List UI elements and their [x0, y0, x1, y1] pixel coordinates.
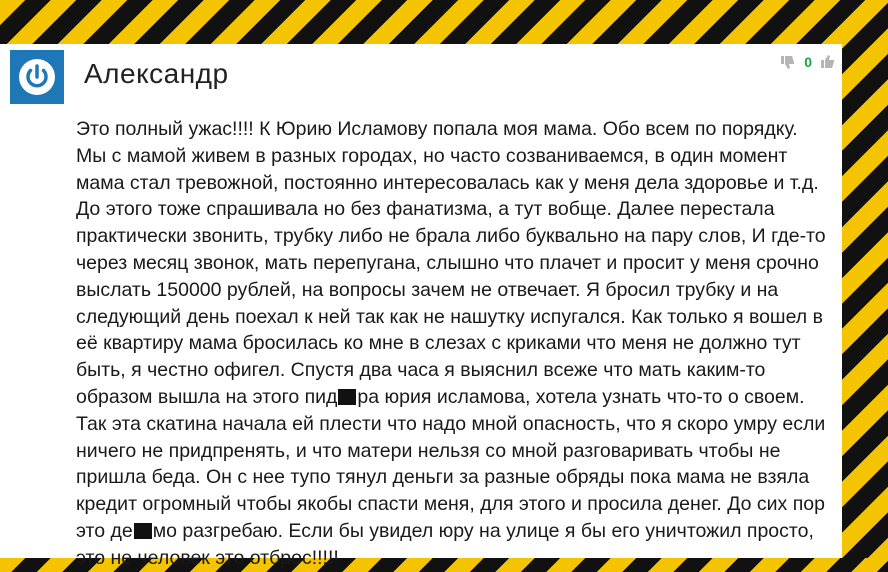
comment-score: 0 — [804, 54, 812, 70]
comment-text — [76, 116, 826, 572]
power-icon — [17, 57, 57, 97]
comment-text-part: Это полный ужас!!!! К Юрию Исламову попала моя мама. Обо всем по порядку. Мы с мамой живем в разных городах, но часто созваниваемся, в один момент мама стал тревожной, постоянно интересовалась как у меня дела здоровье и т.д. До этого тоже спрашивала но без фанатизма, а тут вобще. Далее перестала практически звонить, трубку либо не брала либо буквально на пару слов, И где-то через месяц звонок, мать перепугана, слышно что плачет и просит у меня срочно выслать 150000 рублей, на вопросы зачем не отвечает. Я бросил трубку и на следующий день поехал к ней так как не нашутку испугался. Как только я вошел в её квартиру мама бросилась ко мне в слезах с криками что меня не должно тут быть, я честно офигел. Спустя два часа я выяснил всеже что мать каким-то образом вышла на этого пид — [76, 118, 826, 408]
comment-text-part: мо разгребаю. Если бы увидел юру на улице я бы его уничтожил просто, это не человек это отброс!!!!! — [76, 519, 814, 569]
comment-card — [0, 44, 842, 569]
thumbs-down-icon[interactable] — [780, 54, 796, 70]
censor-block — [338, 389, 356, 405]
comment-author: Александр — [84, 58, 229, 89]
avatar — [10, 50, 64, 104]
censor-block — [134, 523, 152, 539]
comment-text-part: ра юрия исламова, хотела узнать что-то о своем. Так эта скатина начала ей плести что надо мной опасность, что я скоро умру если ничего не придпренять, и что матери нельзя со мной разговаривать чтобы не пришла беда. Он с нее тупо тянул деньги за разные обряды пока мама не взяла кредит огромный чтобы якобы спасти меня, для этого и просила денег. До сих пор это де — [76, 385, 826, 542]
hazard-stripe-border — [0, 0, 888, 44]
thumbs-up-icon[interactable] — [820, 54, 836, 70]
vote-controls — [780, 54, 836, 70]
